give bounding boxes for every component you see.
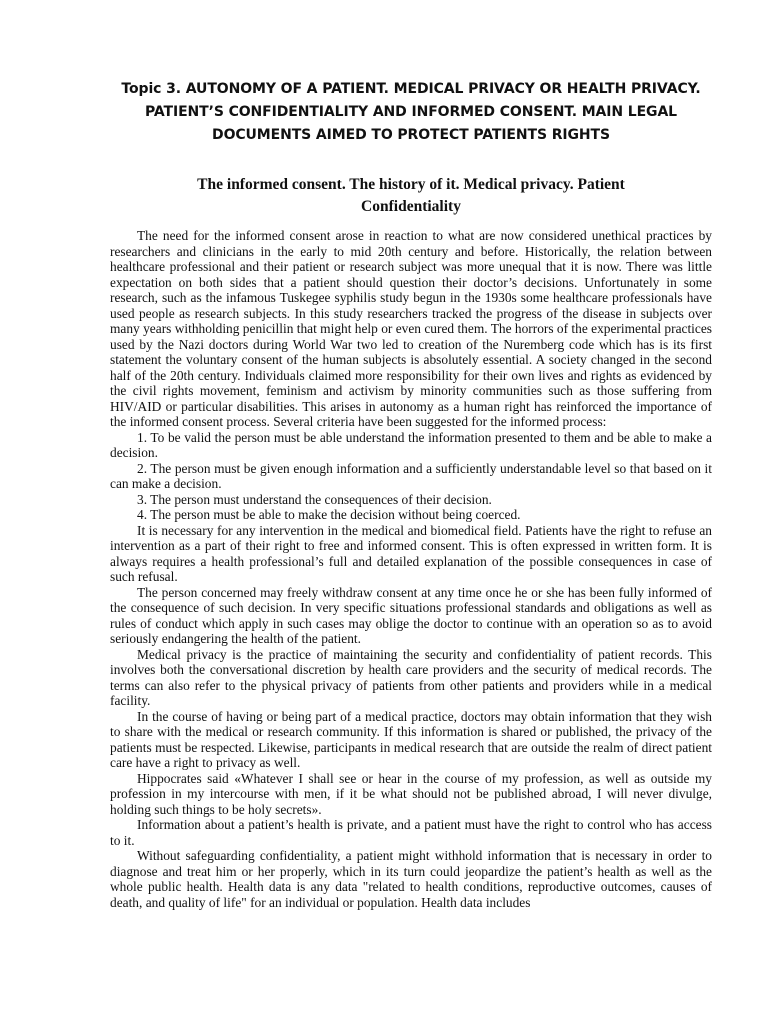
paragraph-medical-practice: In the course of having or being part of a medical practice, doctors may obtain information that they wish to share with the medical or research community. If this information is shared or published, the privacy of the patients must be respected. Likewise, participants in medical research that are outside the realm of direct patient care have a right to privacy as well. xyxy=(110,708,712,770)
paragraph-intervention: It is necessary for any intervention in the medical and biomedical field. Patients have the right to refuse an intervention as a part of their right to free and informed consent. This is often expressed in written form. It is always requires a health professional’s full and detailed explanation of the possible consequences in case of such refusal. xyxy=(110,522,712,584)
document-body xyxy=(110,228,712,910)
criterion-item: 2. The person must be given enough information and a sufficiently understandable level so that based on it can make a decision. xyxy=(110,460,712,491)
section-title: The informed consent. The history of it. Medical privacy. Patient Confidentiality xyxy=(197,176,625,215)
paragraph-health-information: Information about a patient’s health is private, and a patient must have the right to control who has access to it. xyxy=(110,817,712,848)
document-page xyxy=(110,78,712,910)
topic-title: Topic 3. AUTONOMY OF A PATIENT. MEDICAL PRIVACY OR HEALTH PRIVACY. PATIENT’S CONFIDENTIALITY AND INFORMED CONSENT. MAIN LEGAL DOCUMENTS AIMED TO PROTECT PATIENTS RIGHTS xyxy=(121,81,701,143)
paragraph-confidentiality: Without safeguarding confidentiality, a patient might withhold information that is necessary in order to diagnose and treat him or her properly, which in its turn could jeopardize the patient’s health as well as the whole public health. Health data is any data "related to health conditions, reproductive outcomes, causes of death, and quality of life" for an individual or population. Health data includes xyxy=(110,848,712,910)
criterion-item: 3. The person must understand the consequences of their decision. xyxy=(137,491,492,507)
paragraph-hippocrates-quote: Hippocrates said «Whatever I shall see or hear in the course of my profession, as well as outside my profession in my intercourse with men, if it be what should not be published abroad, I will never divulge, holding such things to be holy secrets». xyxy=(110,770,712,817)
paragraph-withdraw-consent: The person concerned may freely withdraw consent at any time once he or she has been fully informed of the consequence of such decision. In very specific situations professional standards and obligations as well as rules of conduct which apply in such cases may oblige the doctor to continue with an operation so as to avoid seriously endangering the health of the patient. xyxy=(110,584,712,646)
paragraph-medical-privacy: Medical privacy is the practice of maintaining the security and confidentiality of patient records. This involves both the conversational discretion by health care providers and the security of medical records. The terms can also refer to the physical privacy of patients from other patients and providers while in a medical facility. xyxy=(110,646,712,708)
paragraph-informed-consent-history: The need for the informed consent arose in reaction to what are now considered unethical practices by researchers and clinicians in the early to mid 20th century and before. Historically, the relation between healthcare professional and their patient or research subject was more unequal that it is now. There was little expectation on both sides that a patient should question their doctor’s decisions. Unfortunately in some research, such as the infamous Tuskegee syphilis study begun in the 1930s some healthcare professionals have used people as research subjects. In this study researchers tracked the progress of the disease in subjects over many years withholding penicillin that might help or even cured them. The horrors of the experimental practices used by the Nazi doctors during World War two led to creation of the Nuremberg code which has is its first statement the voluntary consent of the human subjects is absolutely essential. A society changed in the second half of the 20th century. Individuals claimed more responsibility for their own lives and rights as evidenced by the civil rights movement, feminism and activism by minority communities such as those suffering from HIV/AID or particular disabilities. This arises in autonomy as a human right has reinforced the importance of the informed consent process. Several criteria have been suggested for the informed process: xyxy=(110,228,712,429)
criterion-item: 4. The person must be able to make the decision without being coerced. xyxy=(137,507,521,522)
criterion-item: 1. To be valid the person must be able understand the information presented to them and be able to make a decision. xyxy=(110,429,712,460)
